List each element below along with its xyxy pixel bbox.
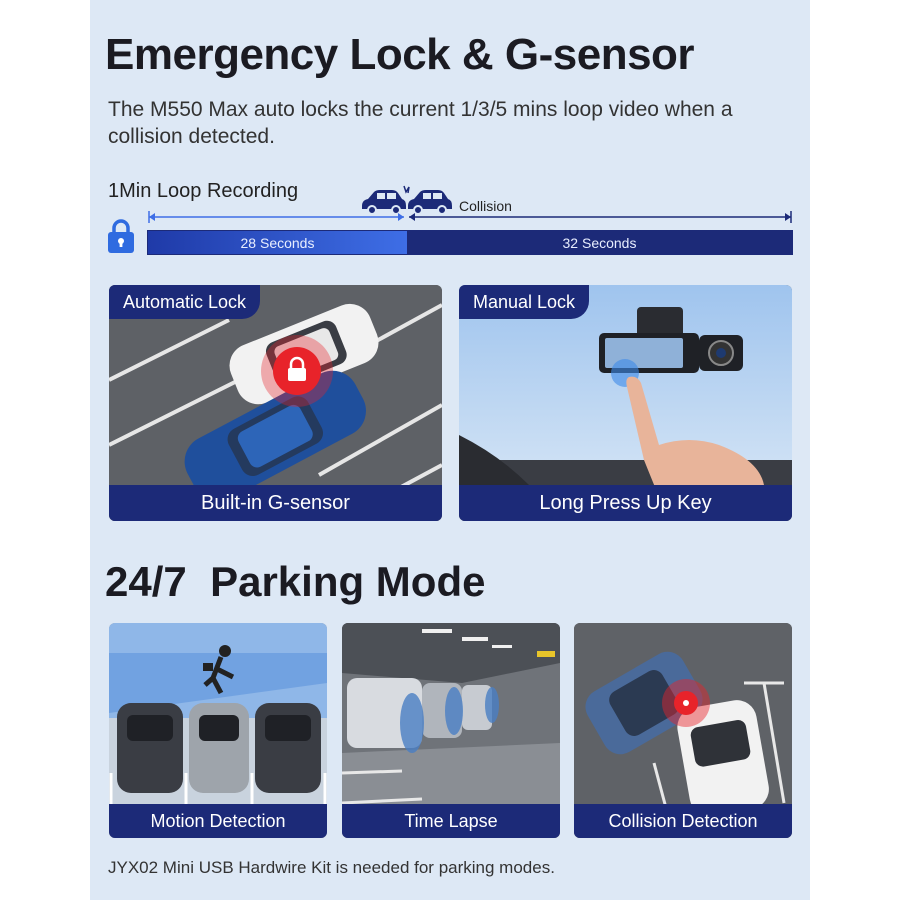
parking-title: 24/7 Parking Mode	[105, 558, 486, 605]
hardwire-kit-note: JYX02 Mini USB Hardwire Kit is needed for parking modes.	[108, 858, 555, 877]
motion-detection-card	[109, 623, 327, 838]
collision-detection-card	[574, 623, 792, 838]
automatic-lock-card	[109, 285, 442, 521]
emergency-title: Emergency Lock & G-sensor	[105, 30, 695, 79]
manual-lock-card	[459, 285, 792, 521]
timeline-segment-after: 32 Seconds	[407, 231, 792, 254]
timeline-segment-before: 28 Seconds	[148, 231, 407, 254]
manual-lock-tag: Manual Lock	[459, 285, 589, 319]
loop-recording-label: 1Min Loop Recording	[108, 180, 299, 202]
automatic-lock-tag: Automatic Lock	[109, 285, 260, 319]
timeline-dimension-arrows	[147, 210, 794, 224]
emergency-subtitle: The M550 Max auto locks the current 1/3/5 mins loop video when a collision detected.	[108, 98, 733, 148]
automatic-lock-caption: Built-in G-sensor	[109, 485, 442, 521]
loop-timeline-bar	[147, 230, 793, 255]
manual-lock-caption: Long Press Up Key	[459, 485, 792, 521]
collision-detection-caption: Collision Detection	[574, 804, 792, 838]
collision-label: Collision	[459, 198, 512, 214]
time-lapse-caption: Time Lapse	[342, 804, 560, 838]
lock-icon	[107, 218, 135, 254]
motion-detection-caption: Motion Detection	[109, 804, 327, 838]
time-lapse-card	[342, 623, 560, 838]
